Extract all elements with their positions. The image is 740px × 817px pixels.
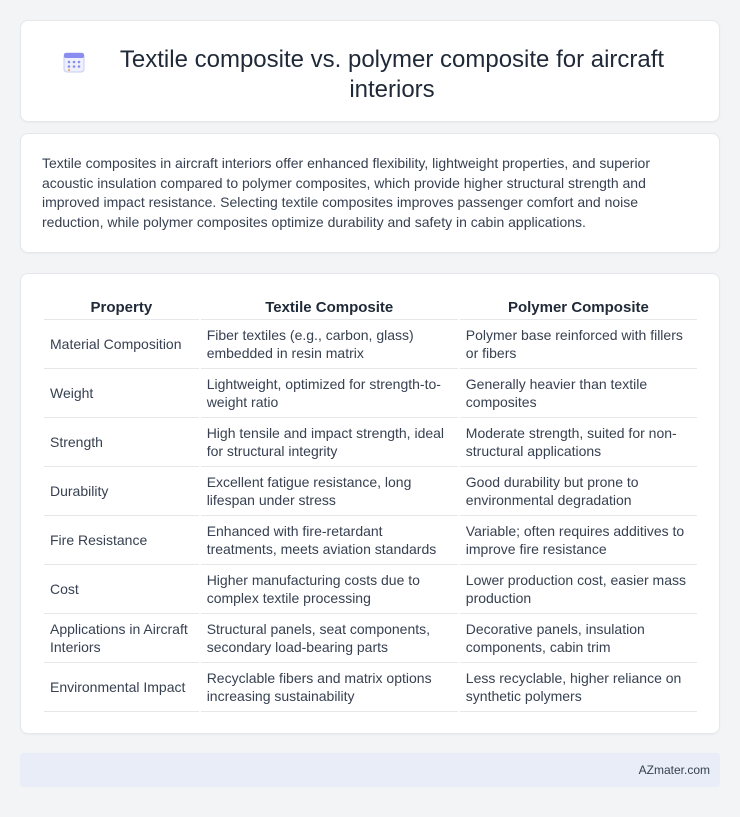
textile-cell: Higher manufacturing costs due to complex textile processing [201,565,458,614]
table-row [44,565,697,614]
title-card [20,20,720,122]
table-row [44,320,697,369]
textile-cell: High tensile and impact strength, ideal for structural integrity [201,418,458,467]
column-header-textile: Textile Composite [201,292,458,320]
column-header-property: Property [44,292,199,320]
footer [20,753,720,787]
calendar-icon [61,49,87,75]
footer-brand-link[interactable]: AZmater.com [638,763,710,777]
property-cell: Durability [44,467,199,516]
table-row [44,516,697,565]
property-cell: Fire Resistance [44,516,199,565]
title-wrap [21,21,719,105]
property-cell: Strength [44,418,199,467]
polymer-cell: Less recyclable, higher reliance on synthetic polymers [460,663,697,712]
comparison-table-card [20,273,720,734]
textile-cell: Lightweight, optimized for strength-to-weight ratio [201,369,458,418]
summary-text: Textile composites in aircraft interiors offer enhanced flexibility, lightweight properties, and superior acoustic insulation compared to polymer composites, which provide higher structural strength and improved impact resistance. Selecting textile composites improves passenger comfort and noise reduction, while polymer composites optimize durability and safety in cabin applications. [42,155,651,230]
property-cell: Cost [44,565,199,614]
textile-cell: Excellent fatigue resistance, long lifespan under stress [201,467,458,516]
property-cell: Material Composition [44,320,199,369]
page-title: Textile composite vs. polymer composite for aircraft interiors [119,46,665,103]
polymer-cell: Generally heavier than textile composites [460,369,697,418]
polymer-cell: Moderate strength, suited for non-structural applications [460,418,697,467]
textile-cell: Structural panels, seat components, secondary load-bearing parts [201,614,458,663]
textile-cell: Fiber textiles (e.g., carbon, glass) embedded in resin matrix [201,320,458,369]
polymer-cell: Lower production cost, easier mass production [460,565,697,614]
polymer-cell: Good durability but prone to environmental degradation [460,467,697,516]
summary-card [20,133,720,253]
property-cell: Applications in Aircraft Interiors [44,614,199,663]
comparison-table [42,292,699,712]
table-row [44,369,697,418]
table-row [44,663,697,712]
column-header-polymer: Polymer Composite [460,292,697,320]
polymer-cell: Decorative panels, insulation components, cabin trim [460,614,697,663]
property-cell: Weight [44,369,199,418]
textile-cell: Enhanced with fire-retardant treatments, meets aviation standards [201,516,458,565]
textile-cell: Recyclable fibers and matrix options increasing sustainability [201,663,458,712]
polymer-cell: Polymer base reinforced with fillers or fibers [460,320,697,369]
table-header-row [44,292,697,320]
polymer-cell: Variable; often requires additives to improve fire resistance [460,516,697,565]
table-row [44,467,697,516]
property-cell: Environmental Impact [44,663,199,712]
table-row [44,614,697,663]
table-row [44,418,697,467]
